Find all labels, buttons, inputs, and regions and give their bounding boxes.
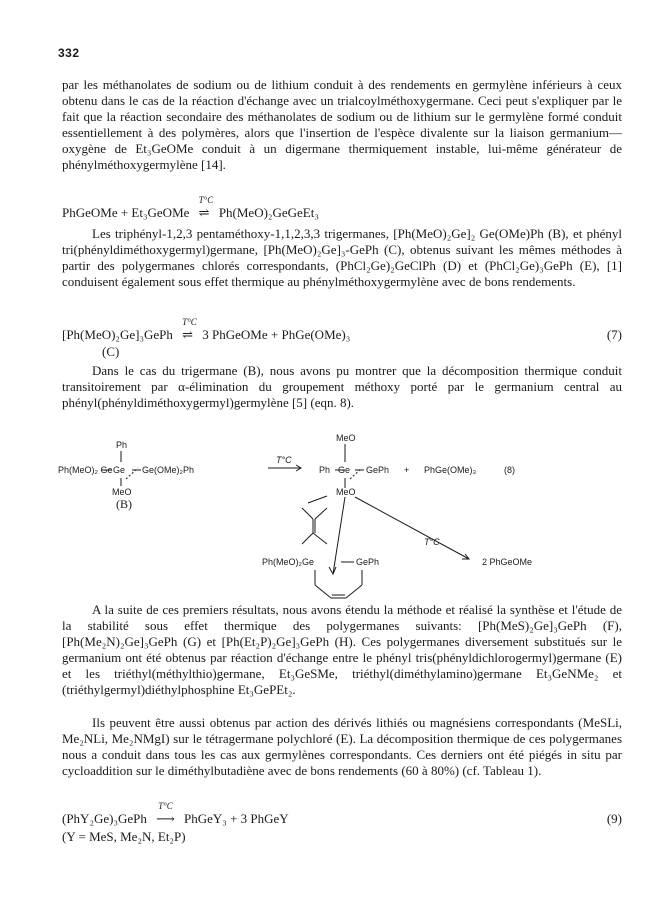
equilibrium-arrow: ⇌: [182, 327, 194, 342]
compound-label-b: (B): [116, 497, 132, 511]
paragraph-2: Les triphényl-1,2,3 pentaméthoxy-1,1,2,3,3 trigermanes, [Ph(MeO)₂Ge]₂ Ge(OMe)Ph (B), et phényl tri(phényldiméthoxygermyl)germane, [Ph(MeO)₂Ge]₃-GePh (C), obtenus suivant les mêmes méthodes à partir des polygermanes chlorés correspondants, (PhCl₂Ge)₂GeClPh (D) et (PhCl₂Ge)₃GePh (E), [1] conduisent également sous effet thermique au phénylméthoxygermylène avec de bons rendements.: [62, 226, 622, 289]
scheme-left-group: Ph(MeO)₂ Ge: [58, 465, 113, 475]
equation-right: 3 PhGeOMe + PhGe(OMe)₃: [202, 327, 351, 342]
equation-left: [Ph(MeO)₂Ge]₃GePh: [62, 327, 173, 342]
paragraph-5: Ils peuvent être aussi obtenus par action des dérivés lithiés ou magnésiens correspondants (MeSLi, Me₂NLi, Me₂NMgI) sur le tétragermane polychloré (E). La décomposition thermique de ces polygermanes nous a conduit dans tous les cas aux germylènes correspondants. Ces derniers ont été piégés in situ par cycloaddition sur le diméthylbutadiène avec de bons rendements (60 à 80%) (cf. Tableau 1).: [62, 715, 622, 778]
scheme-methoxy-top: MeO: [336, 433, 356, 443]
equation-right: Ph(MeO)₂GeGeEt₃: [218, 205, 319, 220]
reaction-arrow: ⟶: [156, 811, 175, 826]
scheme-byproduct: PhGe(OMe)₃: [424, 465, 477, 475]
scheme-product-gephl: GePh: [356, 557, 380, 567]
equilibrium-arrow: ⇌: [198, 205, 210, 220]
equation-number: (9): [606, 811, 622, 826]
equation-left: PhGeOMe + Et₃GeOMe: [62, 205, 190, 220]
equation-arrow: [156, 801, 175, 827]
scheme-ph-top: Ph: [116, 440, 128, 450]
paragraph-1: par les méthanolates de sodium ou de lithium conduit à des rendements en germylène inférieurs à ceux obtenu dans le cas de la réaction d'échange avec un trialcoylméthoxygermane. Ceci peut s'expliquer par le fait que la réaction secondaire des méthanolates de sodium ou de lithium sur le germylène formé conduit essentiellement à des polymères, alors que l'insertion de l'espèce divalente sur la liaison germanium—oxygène de Et₃GeOMe conduit à un digermane thermiquement instable, lui-même générateur de phénylméthoxygermylène [14].: [62, 77, 622, 172]
scheme-methoxy: MeO: [112, 487, 132, 497]
paragraph-4: A la suite de ces premiers résultats, nous avons étendu la méthode et réalisé la synthèse et l'étude de la stabilité sous effet thermique des polygermanes suivants: [Ph(MeS)₂Ge]₃GePh (F), [Ph(Me₂N)₂Ge]₃GePh (G) et [Ph(Et₂P)₂Ge]₃GePh (H). Ces polygermanes diversement substitués sur le germanium ont été obtenus par réaction d'échange entre le phényl tris(phényldichlorogermyl)germane (E) et les triéthyl(méthylthio)germane, Et₃GeSMe, triéthyl(diméthylamino)germane Et₃GeNMe₂ et (triéthylgermyl)diéthylphosphine Et₃GePEt₂.: [62, 602, 622, 697]
equation-number: (7): [606, 327, 622, 342]
scheme-phenyl: Ph: [319, 465, 331, 475]
equation-left: (PhY₂Ge)₃GePh: [62, 811, 147, 826]
scheme-plus: +: [404, 465, 410, 475]
equation-condition: T°C: [182, 317, 197, 327]
equation-condition: T°C: [158, 801, 173, 811]
scheme-central-ge: Ge: [113, 465, 126, 475]
equation-condition: T°C: [198, 195, 214, 205]
scheme-condition-2: T°C: [424, 537, 440, 547]
scheme-methoxy-bottom: MeO: [336, 487, 356, 497]
equation-9: [62, 801, 622, 827]
scheme-condition: T°C: [276, 455, 292, 465]
equation-9-note: (Y = MeS, Me₂N, Et₂P): [62, 829, 186, 844]
page-number: 332: [58, 46, 80, 60]
paragraph-3: Dans le cas du trigermane (B), nous avons pu montrer que la décomposition thermique conduit transitoirement par α-élimination du groupement méthoxy porté par le germanium central au phényl(phényldiméthoxygermyl)germylène [5] (eqn. 8).: [62, 363, 622, 410]
scheme-germylene: GePh: [366, 465, 390, 475]
equation-right: PhGeY₃ + 3 PhGeY: [184, 811, 289, 826]
scheme-equation-number: (8): [504, 465, 515, 475]
scheme-right-group: Ge(OMe)₂Ph: [142, 465, 195, 475]
compound-label-c: (C): [102, 344, 120, 359]
scheme-product-right: 2 PhGeOMe: [482, 557, 533, 567]
scheme-product-left: Ph(MeO)₂Ge: [262, 557, 315, 567]
scheme-germanium: Ge: [338, 465, 351, 475]
